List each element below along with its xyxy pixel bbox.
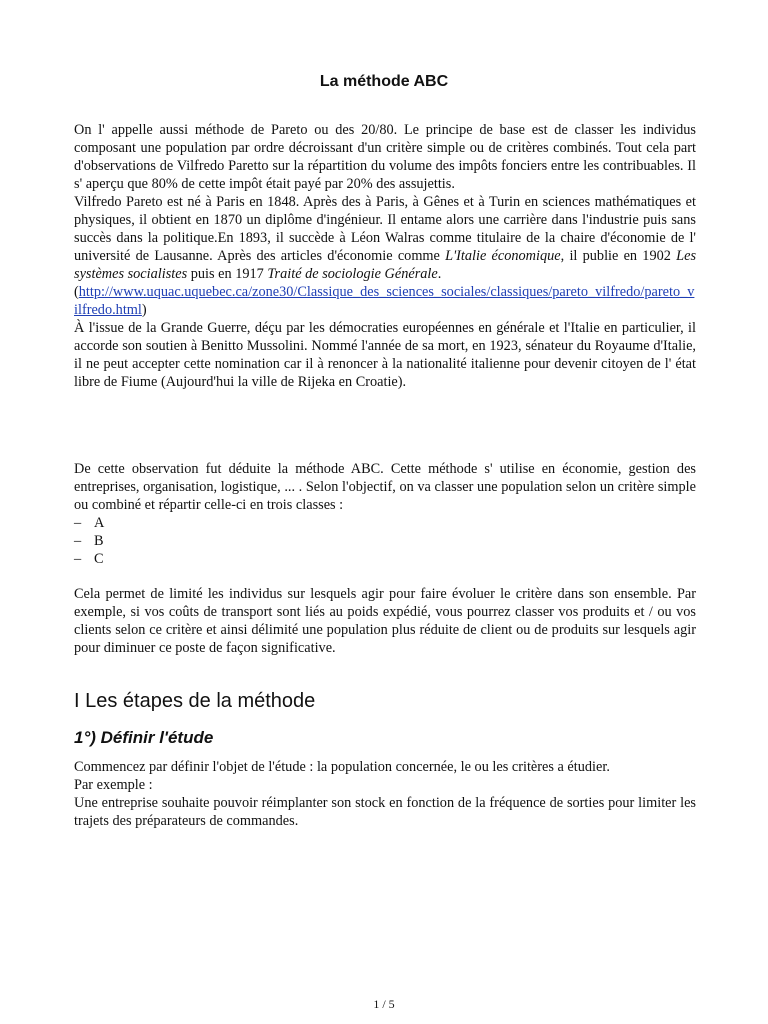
- pareto-reference-link[interactable]: http://www.uquac.uquebec.ca/zone30/Classique_des_sciences_sociales/classiques/pareto_vilfredo/pareto_vilfredo.html: [74, 284, 695, 318]
- section1-text-3: Une entreprise souhaite pouvoir réimplanter son stock en fonction de la fréquence de sorties pour limiter les trajets des préparateurs de commandes.: [74, 795, 696, 829]
- section1-text-1: Commencez par définir l'objet de l'étude : la population concernée, le ou les critères a étudier.: [74, 759, 610, 775]
- class-list: [74, 514, 696, 568]
- list-dash: –: [74, 551, 82, 567]
- method-paragraph-1: De cette observation fut déduite la méthode ABC. Cette méthode s' utilise en économie, gestion des entreprises, organisation, logistique, ... . Selon l'objectif, on va classer une population selon un critère simple ou combiné et répartir celle-ci en trois classes :: [74, 461, 696, 513]
- book-title-systemes-socialistes: Les systèmes socialistes: [74, 248, 697, 282]
- subsection-heading: 1°) Définir l'étude: [74, 728, 214, 747]
- list-item: [74, 514, 696, 532]
- document-title: La méthode ABC: [319, 73, 449, 90]
- link-open-paren: (: [74, 284, 79, 300]
- book-title-italie-economique: L'Italie économique: [445, 248, 561, 264]
- section-heading: I Les étapes de la méthode: [74, 690, 316, 712]
- class-label-a: A: [94, 515, 105, 531]
- method-block: [74, 460, 696, 568]
- list-dash: –: [74, 533, 82, 549]
- intro-paragraph-2: [74, 193, 696, 283]
- section1-body: [74, 758, 696, 830]
- method-paragraph-2: Cela permet de limité les individus sur lesquels agir pour faire évoluer le critère dans son ensemble. Par exemple, si vos coûts de transport sont liés au poids expédié, vous pourrez classer vos produits et / ou vos clients selon ce critère et ainsi délimité une population plus réduite de client ou de produits sur lesquels agir pour diminuer ce poste de façon significative.: [74, 586, 696, 656]
- intro-p2-text-c: puis en 1917: [187, 266, 268, 282]
- intro-p2-text-d: .: [437, 266, 442, 282]
- class-label-b: B: [94, 533, 104, 549]
- intro-block: [74, 121, 696, 391]
- list-dash: –: [74, 515, 82, 531]
- intro-p2-text-b: , il publie en 1902: [560, 248, 677, 264]
- link-close-paren: ): [141, 302, 147, 318]
- intro-p2-text-a: Vilfredo Pareto est né à Paris en 1848. Après des à Paris, à Gênes et à Turin en sciences mathématiques et physiques, il obtient en 1870 un diplôme d'ingénieur. Il entame alors une carrière dans l'industrie puis sans succès dans la politique.En 1893, il succède à Léon Walras comme titulaire de la chaire d'économie de l' université de Lausanne. Après des articles d'économie comme: [74, 194, 696, 264]
- list-item: [74, 550, 696, 568]
- book-title-traite-sociologie: Traité de sociologie Générale: [267, 266, 438, 282]
- method-paragraph-2-block: [74, 585, 696, 657]
- class-label-c: C: [94, 551, 104, 567]
- page-number: 1 / 5: [373, 997, 395, 1011]
- intro-paragraph-3: À l'issue de la Grande Guerre, déçu par les démocraties européennes en générale et l'Italie en particulier, il accorde son soutien à Benitto Mussolini. Nommé l'année de sa mort, en 1923, sénateur du Royaume d'Italie, il ne peut accepter cette nomination car il à renoncer à la nationalité italienne pour devenir citoyen de l' état libre de Fiume (Aujourd'hui la ville de Rijeka en Croatie).: [74, 320, 696, 390]
- intro-link-line: [74, 283, 696, 319]
- section1-text-2: Par exemple :: [74, 777, 153, 793]
- intro-paragraph-1: On l' appelle aussi méthode de Pareto ou des 20/80. Le principe de base est de classer les individus composant une population par ordre décroissant d'un critère simple ou de critères combinés. Tout cela part d'observations de Vilfredo Paretto sur la répartition du volume des impôts fonciers entre les contribuables. Il s' aperçu que 80% de cette impôt était payé par 20% des assujettis.: [74, 122, 696, 192]
- list-item: [74, 532, 696, 550]
